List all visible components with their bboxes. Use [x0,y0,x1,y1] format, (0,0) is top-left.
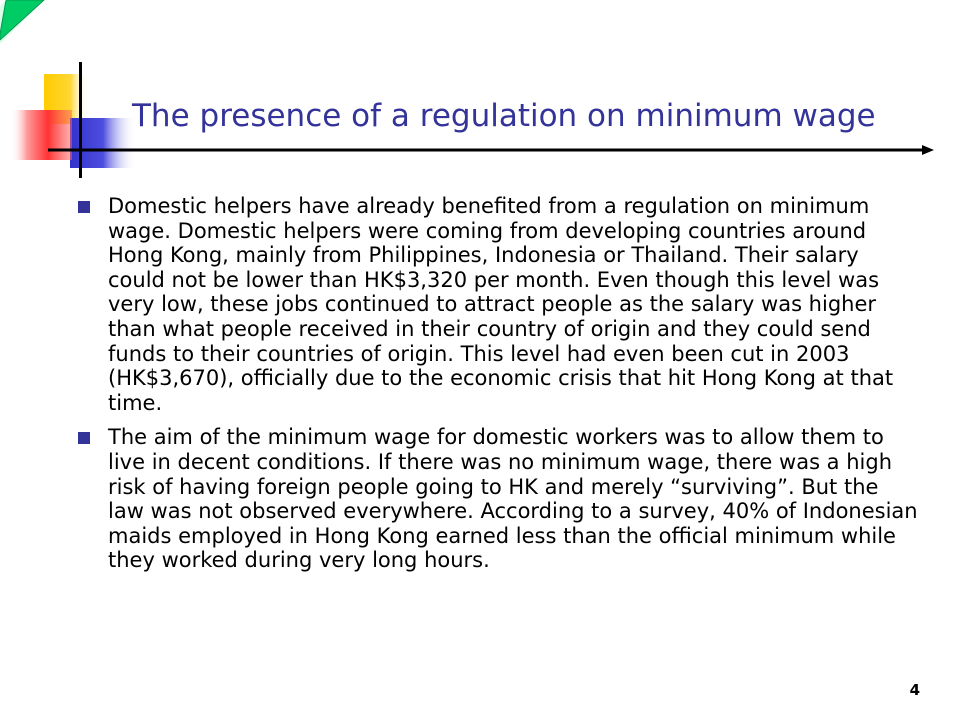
bullet-text: Domestic helpers have already benefited from a regulation on minimum wage. Domestic helpers were coming from developing countries around Hong Kong, mainly from Philippines, Indonesia or Thailand. Their salary could not be lower than HK$3,320 per month. Even though this level was very low, these jobs continued to attract people as the salary was higher than what people received in their country of origin and they could send funds to their countries of origin. This level had even been cut in 2003 (HK$3,670), officially due to the economic crisis that hit Hong Kong at that time. [108,194,894,415]
bullet-item [70,425,918,573]
bullet-text: The aim of the minimum wage for domestic workers was to allow them to live in decent conditions. If there was no minimum wage, there was a high risk of having foreign people going to HK and merely “surviving”. But the law was not observed everywhere. According to a survey, 40% of Indonesian maids employed in Hong Kong earned less than the official minimum while they worked during very long hours. [108,425,918,573]
square-bullet-icon [78,201,90,213]
page-number: 4 [909,681,920,699]
bullet-list [70,194,918,583]
title-decoration-icon [0,60,140,180]
title-underline-arrow [48,143,934,157]
slide-title: The presence of a regulation on minimum wage [132,98,876,134]
bullet-item [70,194,918,415]
square-bullet-icon [78,432,90,444]
corner-triangle-icon [0,0,46,46]
